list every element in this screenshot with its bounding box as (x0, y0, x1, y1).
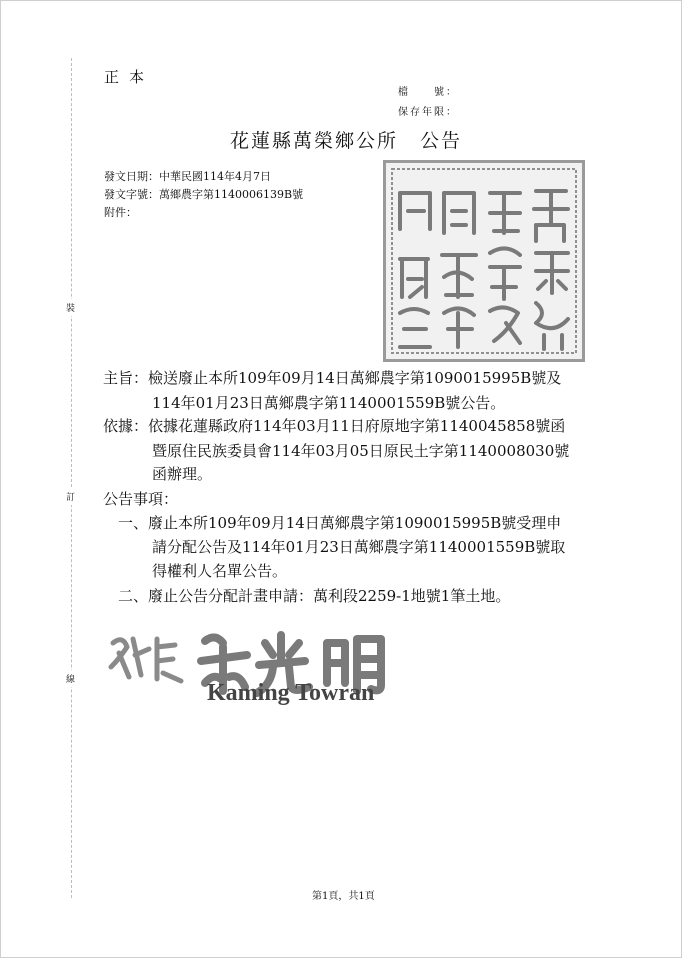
document-number: 發文字號：萬鄉農字第1140006139B號 (104, 188, 304, 201)
issue-date: 發文日期：中華民國114年4月7日 (104, 170, 271, 183)
item-1-line-1: 一、廢止本所109年09月14日萬鄉農字第1090015995B號受理申 (118, 514, 562, 532)
item-2-line-1: 二、廢止公告分配計畫申請：萬利段2259-1地號1筆土地。 (118, 587, 511, 605)
binding-mark-staple: 訂 (66, 488, 75, 505)
signature-roman-name: Kaming Towran (207, 680, 375, 706)
item-1-line-3: 得權利人名單公告。 (152, 562, 288, 580)
item-1-line-2: 請分配公告及114年01月23日萬鄉農字第1140001559B號取 (152, 538, 566, 556)
subject-line-1: 主旨：檢送廢止本所109年09月14日萬鄉農字第1090015995B號及 (103, 369, 562, 387)
basis-line-3: 函辦理。 (152, 465, 213, 483)
basis-line-2: 暨原住民族委員會114年03月05日原民土字第1140008030號 (152, 442, 570, 460)
file-number-label: 檔 號： (398, 87, 458, 98)
attachment-label: 附件： (104, 206, 137, 219)
official-seal (383, 160, 585, 362)
copy-label: 正本 (104, 68, 155, 86)
binding-mark-line: 線 (66, 670, 75, 687)
retention-period-label: 保存年限： (398, 107, 458, 118)
document-title (230, 126, 462, 153)
binding-line (71, 58, 72, 898)
binding-mark-bind: 裝 (66, 299, 75, 316)
page-number: 第1頁，共1頁 (312, 891, 375, 902)
subject-line-2: 114年01月23日萬鄉農字第1140001559B號公告。 (152, 394, 506, 412)
announcement-heading: 公告事項： (103, 490, 179, 508)
title-type: 公告 (420, 130, 463, 152)
basis-line-1: 依據：依據花蓮縣政府114年03月11日府原地字第1140045858號函 (103, 417, 566, 435)
title-org: 花蓮縣萬榮鄉公所 (230, 130, 399, 152)
